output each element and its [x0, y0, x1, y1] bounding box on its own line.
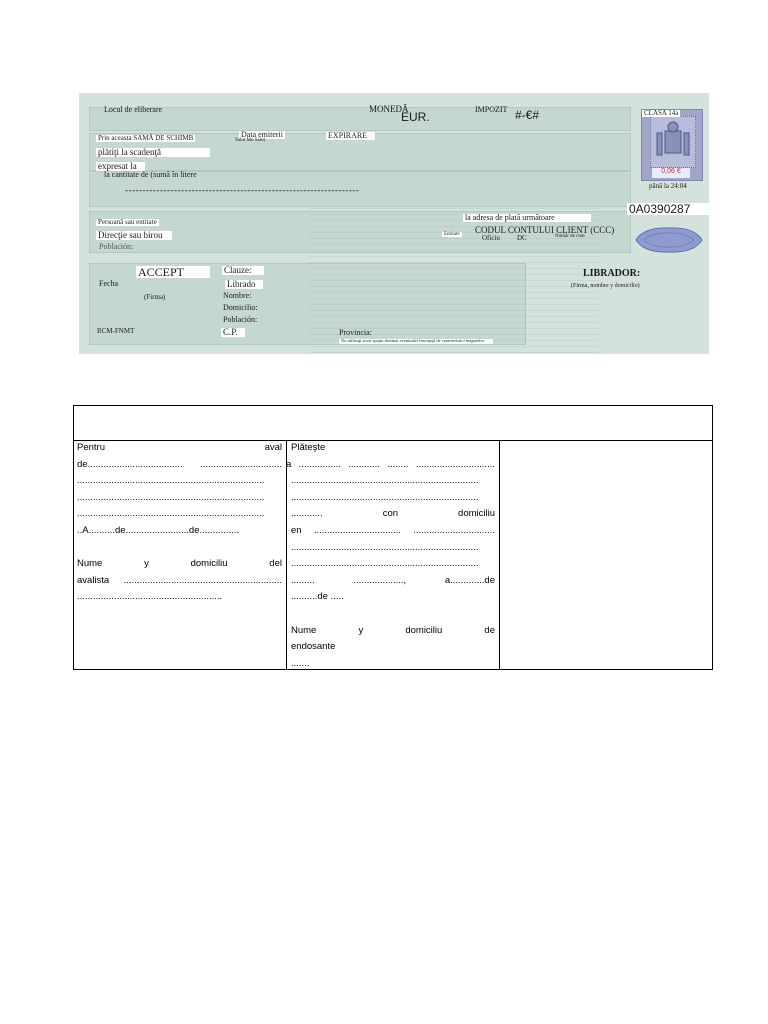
drawee-label: Librado [225, 280, 263, 289]
guarantee-line: ....................................................................... [77, 475, 265, 487]
endorsement-line: ....... [291, 657, 310, 669]
signature-label: (Firma) [144, 293, 166, 301]
tax-label: IMPOZIT [475, 105, 508, 114]
drawer-sublabel: (Firma, nombre y domicilio) [571, 283, 640, 289]
tax-value: #-€# [515, 108, 540, 122]
date-label: Fecha [99, 279, 119, 288]
currency-value: EUR. [401, 110, 430, 124]
guarantee-line: ....................................................................... [77, 508, 265, 520]
address-or-office-label: Direcţie sau birou [96, 231, 172, 240]
expiry-label: EXPIRARE [326, 132, 375, 140]
client-account-code-label: CODUL CONTULUI CLIENT (CCC) [475, 225, 615, 235]
drawee-town-label: Población: [223, 315, 258, 324]
payment-address-label: la adresa de plată următoare [463, 214, 591, 222]
form-band [89, 104, 631, 131]
province-label: Provincia: [339, 328, 372, 337]
stamp-value: 0,06 € [652, 168, 690, 178]
endorsement-line: ....................................................................... [291, 475, 479, 487]
endorsement-line: ......... ..................., a.............de [291, 574, 495, 586]
guarantee-column [77, 440, 282, 606]
endorsement-line: en ................................. ............................... [291, 524, 495, 536]
guarantee-line: ..A..........de........................de............... [77, 524, 240, 536]
rcm-label: RCM-FNMT [97, 327, 135, 335]
endorsement-line [291, 606, 495, 623]
bill-of-exchange-label: Prin aceasta SAMĂ DE SCHIMB [98, 134, 194, 142]
guarantee-line [77, 540, 282, 557]
expressed-label: expresat la [96, 162, 145, 171]
place-of-issue-label: Locul de eliberare [104, 105, 163, 114]
endorsement-table [73, 405, 713, 670]
guarantee-line: de.................................... ............................... [77, 458, 282, 470]
clauses-label: Clauze: [222, 266, 264, 275]
drawer-label: LIBRADOR: [583, 268, 641, 279]
endorsement-line: ....................................................................... [291, 541, 479, 553]
stamp-until: până la 24:04 [649, 182, 687, 190]
office-label: Oficiu [482, 234, 500, 242]
drawee-domicile-label: Domicilio: [223, 303, 258, 312]
accept-label: ACCEPT [136, 266, 210, 278]
entity-label: Entitate [444, 232, 460, 237]
coat-of-arms-icon [650, 116, 696, 168]
tax-stamp [641, 109, 703, 181]
guarantee-line: Nume y domiciliu del [77, 558, 282, 570]
endorsement-line: Nume y domiciliu de [291, 624, 495, 636]
endorsement-line: a ................ ............ ........ .............................. [286, 458, 495, 470]
footer-note: Nu utilizaţi acest spaţiu destinat eventualei inscripţii de caracteristici magnetice [339, 339, 493, 344]
table-header-row [74, 406, 712, 441]
issue-date-sublabel: Salut Mo Salut [235, 138, 266, 143]
issue-date-label: Data emiterii [241, 130, 283, 139]
serial-number: 0A0390287 [627, 203, 709, 215]
town-label: Población: [99, 242, 134, 251]
endorsement-line: ..........de ..... [291, 591, 344, 603]
guarantee-line: ....................................................................... [77, 491, 265, 503]
amount-in-words-label: la cantitate de (sumă în litere [104, 170, 197, 179]
endorsement-line: ....................................................................... [291, 491, 479, 503]
endorsement-line: ............ con domiciliu [291, 508, 495, 520]
endorsement-line: Plăteşte [291, 442, 326, 453]
drawee-name-label: Nombre: [223, 291, 252, 300]
endorsement-line: endosante [291, 641, 336, 653]
person-or-entity-label: Persoană sau entitate [98, 218, 157, 226]
column-divider [286, 440, 287, 669]
endorsement-column [286, 440, 495, 672]
account-number-label: Număr de cont [555, 234, 585, 239]
seal-emblem-icon [634, 225, 704, 255]
bill-of-exchange-form [79, 93, 709, 354]
guarantee-line: Pentru aval [77, 442, 282, 453]
class-label: CLASA 14a [644, 109, 679, 117]
dc-label: DC [517, 234, 527, 242]
guarantee-line: ....................................................... [77, 591, 223, 603]
endorsement-line: ....................................................................... [291, 558, 479, 570]
amount-dashes: ------------------------------------------------------------------- [125, 185, 360, 195]
postal-code-label: C.P. [221, 328, 245, 337]
pay-on-due-label: plătiţi la scadenţă [96, 148, 210, 157]
guarantee-line: avalista ............................................................ [77, 574, 282, 586]
currency-label: MONEDĂ [369, 104, 409, 114]
column-divider [499, 440, 500, 669]
